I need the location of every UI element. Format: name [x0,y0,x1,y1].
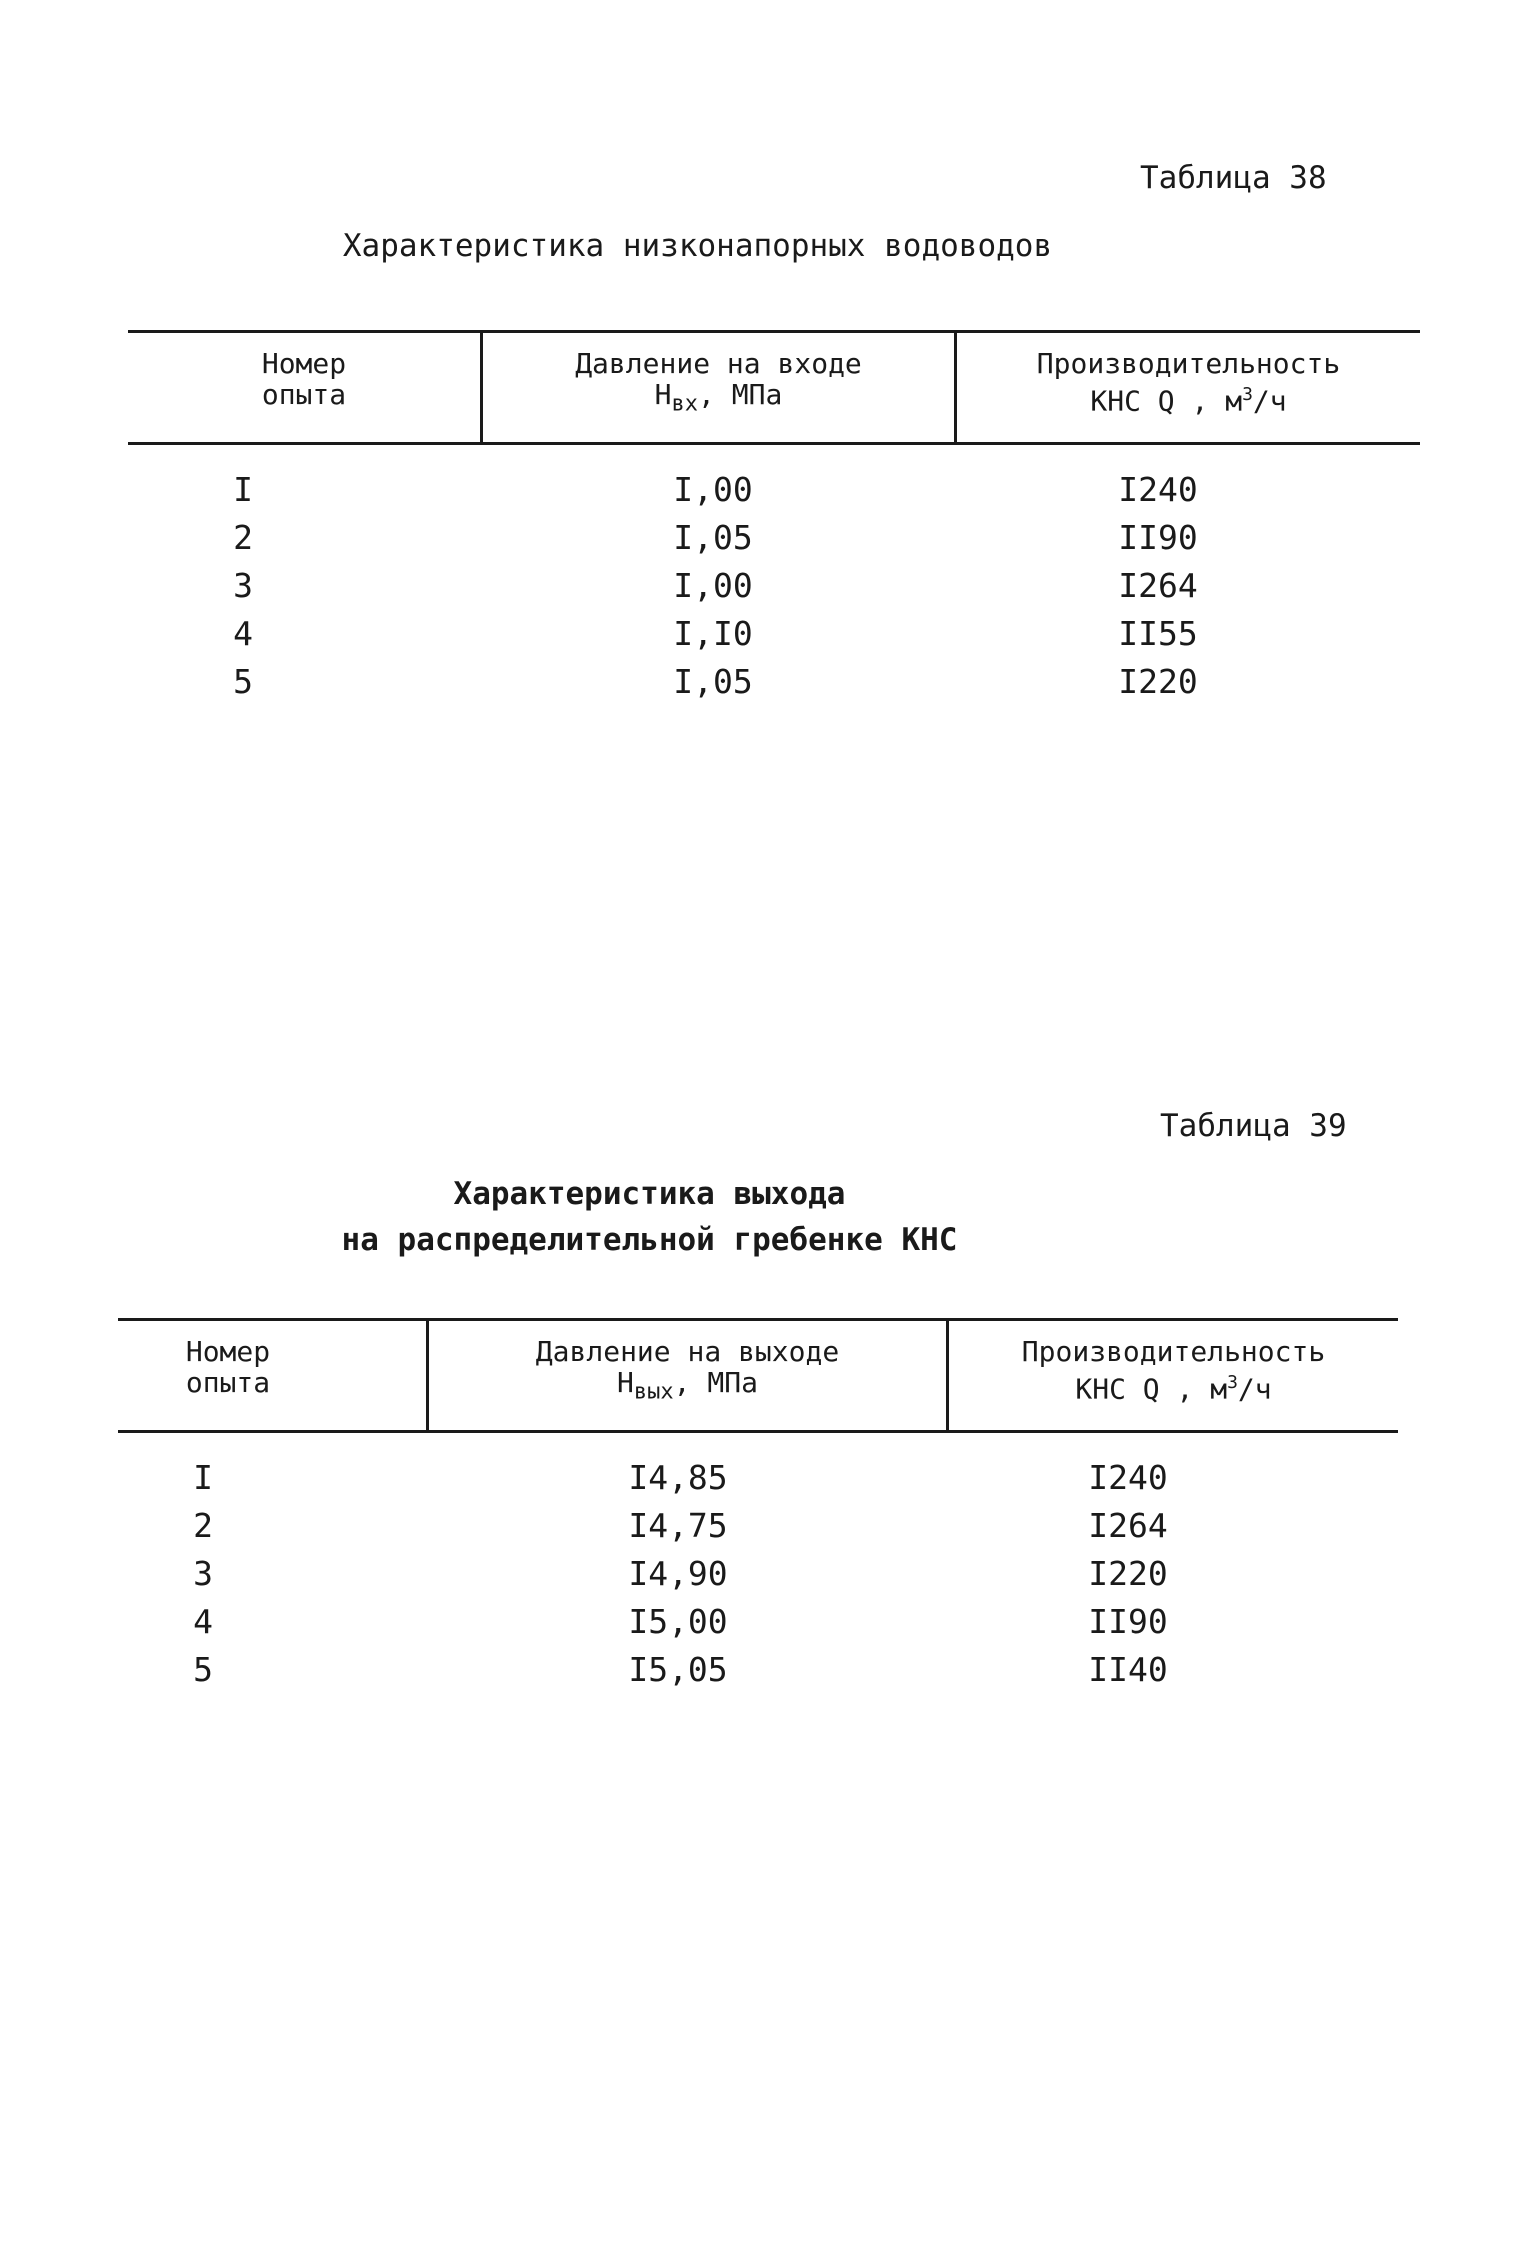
cell-number: 4 [233,614,253,653]
table-38-header-rule [128,442,1420,445]
table-row [118,1458,1398,1506]
table-38-caption: Таблица 38 [1140,160,1327,196]
cell-capacity: I264 [1088,1506,1168,1545]
cell-capacity: II90 [1088,1602,1168,1641]
cell-capacity: II55 [1118,614,1198,653]
cell-number: 2 [233,518,253,557]
table-row [128,662,1420,710]
table-39-caption: Таблица 39 [1160,1108,1347,1144]
table-row [128,518,1420,566]
cell-number: 5 [233,662,253,701]
table-39-title-line1: Характеристика выхода [453,1176,846,1212]
cell-number: I [233,470,253,509]
cell-capacity: I240 [1118,470,1198,509]
cell-pressure: I4,85 [628,1458,728,1497]
cell-capacity: I220 [1118,662,1198,701]
cell-number: 4 [193,1602,213,1641]
cell-number: 3 [193,1554,213,1593]
table-row [128,614,1420,662]
cell-pressure: I,I0 [673,614,753,653]
table-39-header-rule [118,1430,1398,1433]
cell-pressure: I,00 [673,566,753,605]
cell-capacity: II40 [1088,1650,1168,1689]
table-row [118,1602,1398,1650]
cell-number: 2 [193,1506,213,1545]
table-row [128,470,1420,518]
table-39-top-rule [118,1318,1398,1321]
table-38-title: Характеристика низконапорных водоводов [342,228,1053,264]
cell-pressure: I,05 [673,662,753,701]
table-38-top-rule [128,330,1420,333]
table-39-header-capacity: Производительность КНС Q , $м^3/ч$ [1021,1335,1326,1406]
cell-capacity: I220 [1088,1554,1168,1593]
table-39-header-number: Номер опыта [185,1335,271,1399]
table-38-header-number: Номер опыта [261,347,347,411]
table-38 [128,330,1420,750]
cell-number: 5 [193,1650,213,1689]
cell-pressure: I4,90 [628,1554,728,1593]
table-row [118,1506,1398,1554]
table-row [118,1650,1398,1698]
cell-pressure: I5,00 [628,1602,728,1641]
table-row [128,566,1420,614]
cell-pressure: I,00 [673,470,753,509]
table-39 [118,1318,1398,1738]
cell-pressure: I4,75 [628,1506,728,1545]
cell-number: I [193,1458,213,1497]
cell-number: 3 [233,566,253,605]
cell-capacity: I240 [1088,1458,1168,1497]
cell-capacity: I264 [1118,566,1198,605]
table-39-title-line2: на распределительной гребенке КНС [341,1222,958,1258]
cell-pressure: I5,05 [628,1650,728,1689]
table-38-header-capacity: Производительность КНС Q , $м^3/ч$ [1036,347,1341,418]
table-38-header-pressure: Давление на входе $H_{вх}$, МПа [575,347,862,417]
cell-capacity: II90 [1118,518,1198,557]
table-row [118,1554,1398,1602]
cell-pressure: I,05 [673,518,753,557]
table-39-header-pressure: Давление на выходе $H_{вых}$, МПа [535,1335,840,1405]
